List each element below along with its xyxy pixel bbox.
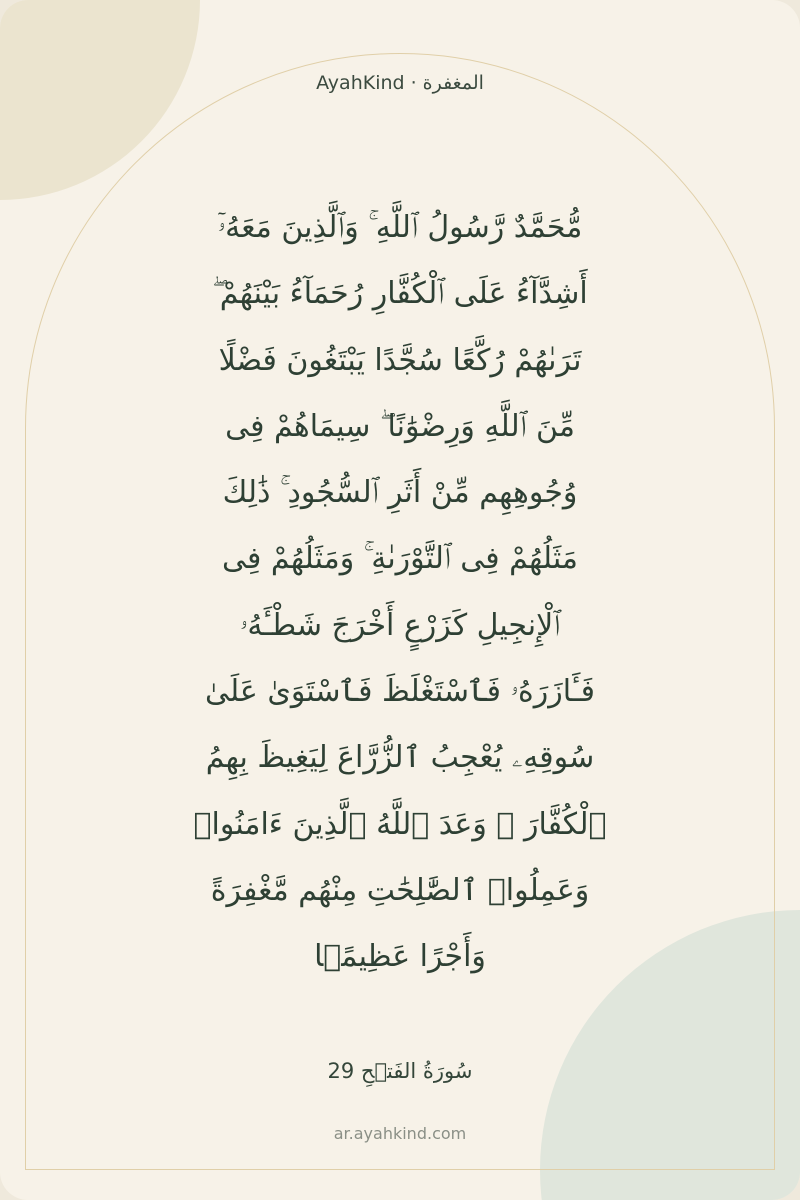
ayah-number: 29 [327, 1059, 355, 1083]
verse-reference [0, 1056, 800, 1086]
website-link[interactable]: ar.ayahkind.com [333, 1124, 467, 1143]
surah-name: سُورَةُ الفَتۡحِ [360, 1059, 473, 1083]
verse-line: ٱلْكُفَّارَ ۗ وَعَدَ ٱللَّهُ ٱلَّذِينَ ءَامَنُوا۟ [193, 806, 607, 842]
category-label: المغفرة [422, 72, 484, 94]
verse-line: وَعَمِلُوا۟ ٱلصَّٰلِحَٰتِ مِنْهُم مَّغْفِرَةً [210, 872, 590, 908]
verse-line: وُجُوهِهِم مِّنْ أَثَرِ ٱلسُّجُودِ ۚ ذَٰلِكَ [222, 475, 578, 511]
verse-line: سُوقِهِۦ يُعْجِبُ ٱلزُّرَّاعَ لِيَغِيظَ بِهِمُ [205, 740, 595, 776]
verse-line: مُّحَمَّدٌ رَّسُولُ ٱللَّهِ ۚ وَٱلَّذِينَ مَعَهُۥٓ [217, 210, 583, 245]
verse-line: وَأَجْرًا عَظِيمًۢا [314, 939, 486, 975]
header [0, 71, 800, 95]
verse-line: فَـَٔازَرَهُۥ فَٱسْتَغْلَظَ فَٱسْتَوَىٰ عَلَىٰ [205, 674, 595, 710]
verse-line: مَثَلُهُمْ فِى ٱلتَّوْرَىٰةِ ۚ وَمَثَلُهُمْ فِى [221, 541, 578, 577]
verse-line: تَرَىٰهُمْ رُكَّعًا سُجَّدًا يَبْتَغُونَ فَضْلًا [218, 342, 582, 378]
verse-text [150, 204, 650, 1000]
brand-name: AyahKind [316, 72, 405, 94]
verse-line: أَشِدَّآءُ عَلَى ٱلْكُفَّارِ رُحَمَآءُ بَيْنَهُمْ ۖ [212, 276, 588, 312]
verse-line: مِّنَ ٱللَّهِ وَرِضْوَٰنًا ۖ سِيمَاهُمْ فِى [225, 408, 575, 444]
header-separator: · [410, 72, 417, 94]
verse-line: ٱلْإِنجِيلِ كَزَرْعٍ أَخْرَجَ شَطْـَٔهُۥ [239, 607, 561, 643]
